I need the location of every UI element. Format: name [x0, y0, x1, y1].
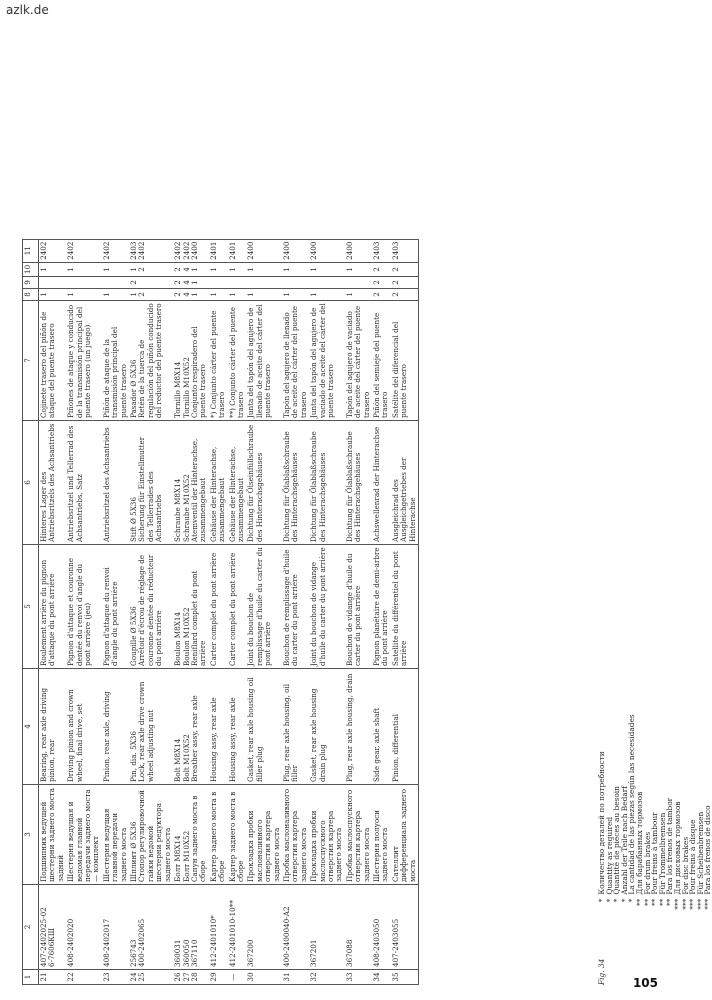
- description-ru: Картер заднего моста в сборе: [209, 785, 228, 885]
- parts-table: [22, 239, 419, 985]
- table-row: [391, 239, 419, 984]
- qty-2140: [39, 277, 67, 289]
- description-en: Pinion, rear axle, driving: [102, 669, 129, 785]
- footnote-marker: **: [634, 898, 644, 907]
- group-number: 2403 2402: [129, 239, 173, 262]
- qty-2140: 2: [391, 277, 419, 289]
- description-en: Housing assy, rear axle: [228, 669, 247, 785]
- description-es: Tapón del agujero de vaciado de aceite del cárter del puente trasero: [345, 301, 372, 421]
- footnote-text: Para los frenos de tambor: [665, 797, 675, 895]
- description-ru: Прокладка пробки маслоналивного отверстия картера заднего моста: [246, 785, 282, 885]
- table-row: [282, 239, 309, 984]
- description-de: Dichtung für Ölablaßschraube des Hinterachsgehäuses: [345, 421, 372, 545]
- group-number: 2400: [345, 239, 372, 262]
- description-de: Dichtung für Ölablaßschraube des Hinterachsgehäuses: [309, 421, 345, 545]
- footnote-text: Для барабанных тормозов: [634, 791, 644, 895]
- part-number: 367088: [345, 885, 372, 970]
- item-number: 22: [66, 970, 102, 985]
- qty-2140: [246, 277, 282, 289]
- footnote-marker: *: [612, 898, 622, 903]
- item-number: —: [228, 970, 247, 985]
- group-number: 2400: [246, 239, 282, 262]
- description-en: Pin, dia. 5X36 Lock, rear axle drive crown wheel adjusting nut: [129, 669, 173, 785]
- footnote-text: Pour freins à disque: [688, 819, 698, 895]
- footnote-text: For disc brakes: [680, 836, 690, 895]
- qty-412: 1: [102, 289, 129, 301]
- description-fr: Satellite du différentiel du pont arrière: [391, 545, 419, 669]
- qty-2140: [309, 277, 345, 289]
- item-number: 32: [309, 970, 345, 985]
- qty-2715: 1: [309, 262, 345, 276]
- table-row: [309, 239, 345, 984]
- item-number: 29: [209, 970, 228, 985]
- footnote-marker: ***: [688, 898, 698, 910]
- group-number: 2401: [209, 239, 228, 262]
- footnote-text: Para los frenos de disco: [703, 805, 712, 895]
- description-fr: Carter complet du pont arrière: [228, 545, 247, 669]
- footnote-text: Quantity as required: [604, 816, 614, 895]
- description-de: Hinteres Lager des Antriebsritzels des Achsantriebs: [39, 421, 67, 545]
- qty-2715: 1: [102, 262, 129, 276]
- table-row: [228, 239, 247, 984]
- qty-412: 1: [39, 289, 67, 301]
- qty-412: 1: [228, 289, 247, 301]
- group-number: 2403: [391, 239, 419, 262]
- footnote-text: Für Scheibenbremsen: [695, 811, 705, 895]
- description-en: Gasket, rear axle housing drain plug: [309, 669, 345, 785]
- item-number: 26 27 28: [173, 970, 209, 985]
- qty-2715: 2: [391, 262, 419, 276]
- qty-412: 1: [209, 289, 228, 301]
- part-number: 408-2403050: [372, 885, 391, 970]
- part-number: 367201: [309, 885, 345, 970]
- description-ru: Пробка маслоналивного отверстия картера заднего моста: [282, 785, 309, 885]
- description-fr: Bouchon de remplissage d'huile du carter du pont arrière: [282, 545, 309, 669]
- footnote-marker: *: [597, 898, 606, 903]
- footnote-marker: *: [604, 898, 614, 903]
- part-number: 408-2402017: [102, 885, 129, 970]
- qty-412: 1: [246, 289, 282, 301]
- qty-2715: 1: [209, 262, 228, 276]
- description-en: Bolt M8X14 Bolt M10X52 Breather assy, rear axle: [173, 669, 209, 785]
- column-header: 5: [23, 545, 39, 669]
- description-fr: Pignon planétaire de demi-arbre du pont arrière: [372, 545, 391, 669]
- qty-2140: 2: [372, 277, 391, 289]
- qty-2140: [102, 277, 129, 289]
- description-fr: Carter complet du pont arrière: [209, 545, 228, 669]
- description-ru: Шплинт Ø 5X36 Стопор регулировочной гайки ведомой шестерни редуктора заднего моста: [129, 785, 173, 885]
- description-ru: Сателлит дифференциала заднего моста: [391, 785, 419, 885]
- column-header: 6: [23, 421, 39, 545]
- description-fr: Bouchon de vidange d'huile du carter du pont arrière: [345, 545, 372, 669]
- description-en: Housing assy, rear axle: [209, 669, 228, 785]
- description-ru: Пробка маслоспускного отверстия картера заднего моста: [345, 785, 372, 885]
- part-number: 412-2401010*: [209, 885, 228, 970]
- description-en: Plug, rear axle housing, drain: [345, 669, 372, 785]
- description-ru: Картер заднего моста в сборе: [228, 785, 247, 885]
- description-de: Ausgleichrad des Ausgleichgetriebes der Hinterachse: [391, 421, 419, 545]
- qty-2715: 1: [282, 262, 309, 276]
- footnote-marker: **: [650, 898, 660, 907]
- description-es: Tapón del agujero de llenado de aceite del cárter del puente trasero: [282, 301, 309, 421]
- part-number: 400-2400040-А2: [282, 885, 309, 970]
- qty-2140: 2: [129, 277, 173, 289]
- footnote-marker: ***: [703, 898, 712, 910]
- qty-2140: [345, 277, 372, 289]
- description-es: Satélite del diferencial del puente trasero: [391, 301, 419, 421]
- footnote-text: Количество деталей по потребности: [597, 751, 606, 895]
- item-number: 23: [102, 970, 129, 985]
- footnote-marker: *: [627, 898, 637, 903]
- footnote-marker: *: [619, 898, 629, 903]
- part-number: 367200: [246, 885, 282, 970]
- qty-412: 1: [66, 289, 102, 301]
- column-header: 9: [23, 277, 39, 289]
- description-de: Dichtung für Ölseinfüllschraube des Hinterachsgehäuses: [246, 421, 282, 545]
- footnote-text: Для дисковых тормозов: [672, 801, 682, 895]
- qty-2140: [209, 277, 228, 289]
- group-number: 2402: [66, 239, 102, 262]
- description-de: Stift Ø 5X36 Sicherung für Einstellmutter des Tellerrades des Achsantriebs: [129, 421, 173, 545]
- qty-412: 2 4 1: [173, 289, 209, 301]
- description-fr: Joint du bouchon de remplissage d'huile du carter du pont arrière: [246, 545, 282, 669]
- group-number: 2400: [309, 239, 345, 262]
- column-header: 11: [23, 239, 39, 262]
- part-number: 360031 360050 367110: [173, 885, 209, 970]
- description-de: Antriebsritzel des Achsantriebs: [102, 421, 129, 545]
- column-header: 8: [23, 289, 39, 301]
- description-fr: Pignon d'attaque et couronne dentée du renvoi d'angle du pont arrière (jeu): [66, 545, 102, 669]
- table-row: [246, 239, 282, 984]
- qty-412: 1 2: [129, 289, 173, 301]
- figure-label: Fig. 34: [597, 958, 606, 985]
- description-ru: Прокладка пробки маслоспускного отверстия картера заднего моста: [309, 785, 345, 885]
- description-ru: Шестерня полуоси заднего моста: [372, 785, 391, 885]
- column-header: 4: [23, 669, 39, 785]
- description-fr: Joint du bouchon de vidange d'huile du carter du pont arrière: [309, 545, 345, 669]
- footnote-text: For drum brakes: [642, 831, 652, 895]
- table-row: [345, 239, 372, 984]
- table-row: [372, 239, 391, 984]
- footnote-marker: ***: [695, 898, 705, 910]
- footnote-marker: **: [642, 898, 652, 907]
- footnote-text: Anzahl der Teile nach Bedarf: [619, 785, 629, 895]
- group-number: 2402: [102, 239, 129, 262]
- item-number: 30: [246, 970, 282, 985]
- table-row: [66, 239, 102, 984]
- description-ru: Болт M8X14 Болт M10X52 Сапун заднего моста в сборе: [173, 785, 209, 885]
- description-fr: Goupille Ø 5X36 Arrêtoir d'écrou de réglage de couronne dentée du réducteur du pont arrière: [129, 545, 173, 669]
- part-number: 407-2402025-02 6-7606КШ: [39, 885, 67, 970]
- description-ru: Шестерня ведущая главной передачи заднего моста: [102, 785, 129, 885]
- group-number: 2402 2402 2400: [173, 239, 209, 262]
- description-en: Bearing, rear axle driving pinion, rear: [39, 669, 67, 785]
- footnote-marker: **: [657, 898, 667, 907]
- description-de: Achswellenrad der Hinterachse: [372, 421, 391, 545]
- qty-412: 1: [282, 289, 309, 301]
- description-de: Gehäuse der Hinterachse, zusammengebaut: [209, 421, 228, 545]
- description-en: Gasket, rear axle housing oil filler plug: [246, 669, 282, 785]
- description-ru: Подшипник ведущей шестерни заднего моста задний: [39, 785, 67, 885]
- page-number: 105: [632, 976, 658, 990]
- qty-412: 2: [391, 289, 419, 301]
- part-number: 408-2402020: [66, 885, 102, 970]
- table-row: [102, 239, 129, 984]
- description-es: Pasador Ø 5X36 Retén de la tuerca de regulación del piñón conducido del reductor del puente trasero: [129, 301, 173, 421]
- description-es: Cojinete trasero del piñón de ataque del puente trasero: [39, 301, 67, 421]
- description-es: Piñones de ataque y conducido de la transmisión principal del puente trasero (un juego): [66, 301, 102, 421]
- qty-2715: 1: [39, 262, 67, 276]
- qty-2715: 2: [372, 262, 391, 276]
- qty-2140: [66, 277, 102, 289]
- table-row: [39, 239, 67, 984]
- description-fr: Pignon d'attaque du renvoi d'angle du pont arrière: [102, 545, 129, 669]
- description-en: Plug, rear axle housing, oil filler: [282, 669, 309, 785]
- qty-412: 1: [345, 289, 372, 301]
- description-de: Schraube M8X14 Schraube M10X52 Atemventil der Hinterachse, zusammengebaut: [173, 421, 209, 545]
- item-number: 33: [345, 970, 372, 985]
- item-number: 24 25: [129, 970, 173, 985]
- group-number: 2400: [282, 239, 309, 262]
- qty-412: 2: [372, 289, 391, 301]
- column-header: 7: [23, 301, 39, 421]
- qty-412: 1: [309, 289, 345, 301]
- description-en: Driving pinion and crown wheel, final drive, set: [66, 669, 102, 785]
- group-number: 2403: [372, 239, 391, 262]
- group-number: 2402: [39, 239, 67, 262]
- description-es: *) Conjunto cárter del puente trasero: [209, 301, 228, 421]
- qty-2715: 1: [228, 262, 247, 276]
- item-number: 31: [282, 970, 309, 985]
- footnote-text: Quantité de pièces au besoin: [612, 786, 622, 895]
- description-ru: Шестерня ведущая и ведомая главной передачи заднего моста — комплект: [66, 785, 102, 885]
- column-header: 10: [23, 262, 39, 276]
- description-de: Gehäuse der Hinterachse, zusammengebaut: [228, 421, 247, 545]
- qty-2140: [228, 277, 247, 289]
- footnote-marker: ***: [680, 898, 690, 910]
- group-number: 2401: [228, 239, 247, 262]
- footnote-text: La cantidad de las piezas según las necesidades: [627, 714, 637, 895]
- item-number: 35: [391, 970, 419, 985]
- description-es: Tornillo M8X14 Tornillo M10X52 Conjunto respiradero del puente trasero: [173, 301, 209, 421]
- legend: [598, 345, 712, 985]
- description-es: Piñón de ataque de la transmisión principal del puente trasero: [102, 301, 129, 421]
- item-number: 34: [372, 970, 391, 985]
- footnote-text: Für Trommelbremsen: [657, 812, 667, 895]
- table-row: [129, 239, 173, 984]
- column-header: 3: [23, 785, 39, 885]
- qty-2140: 2 4 1: [173, 277, 209, 289]
- table-row: [173, 239, 209, 984]
- qty-2715: 1: [66, 262, 102, 276]
- description-en: Pinion, differential: [391, 669, 419, 785]
- part-number: 412-2401010-10**: [228, 885, 247, 970]
- footnote-marker: **: [665, 898, 675, 907]
- part-number: 256743 400-2402065: [129, 885, 173, 970]
- part-number: 407-2403055: [391, 885, 419, 970]
- qty-2140: [282, 277, 309, 289]
- qty-2715: 1 2: [129, 262, 173, 276]
- description-fr: Roulement arrière du pignon d'attaque du pont arrière: [39, 545, 67, 669]
- footnote-marker: ***: [672, 898, 682, 910]
- description-de: Dichtung für Ölablaßschraube des Hinterachsgehäuses: [282, 421, 309, 545]
- legend-note: [704, 714, 712, 936]
- qty-2715: 1: [246, 262, 282, 276]
- column-header: 1: [23, 970, 39, 985]
- qty-2715: 2 4 1: [173, 262, 209, 276]
- description-es: Piñón del semieje del puente trasero: [372, 301, 391, 421]
- description-de: Antriebsritzel und Tellerrad des Achsantriebs, Satz: [66, 421, 102, 545]
- description-es: Junta del tapón del agujero de llenado de aceite del cárter del puente trasero: [246, 301, 282, 421]
- item-number: 21: [39, 970, 67, 985]
- column-header: 2: [23, 885, 39, 970]
- qty-2715: 1: [345, 262, 372, 276]
- description-en: Side gear, axle shaft: [372, 669, 391, 785]
- description-fr: Boulon M8X14 Boulon M10X52 Reniflard complet du pont arrière: [173, 545, 209, 669]
- watermark: azlk.de: [6, 3, 49, 17]
- header-row: [23, 239, 39, 984]
- description-es: **) Conjunto cárter del puente trasero: [228, 301, 247, 421]
- footnote-text: Pour freins à tambour: [650, 812, 660, 895]
- table-row: [209, 239, 228, 984]
- description-es: Junta del tapón del agujero de vaciado de aceite del cárter del puente trasero: [309, 301, 345, 421]
